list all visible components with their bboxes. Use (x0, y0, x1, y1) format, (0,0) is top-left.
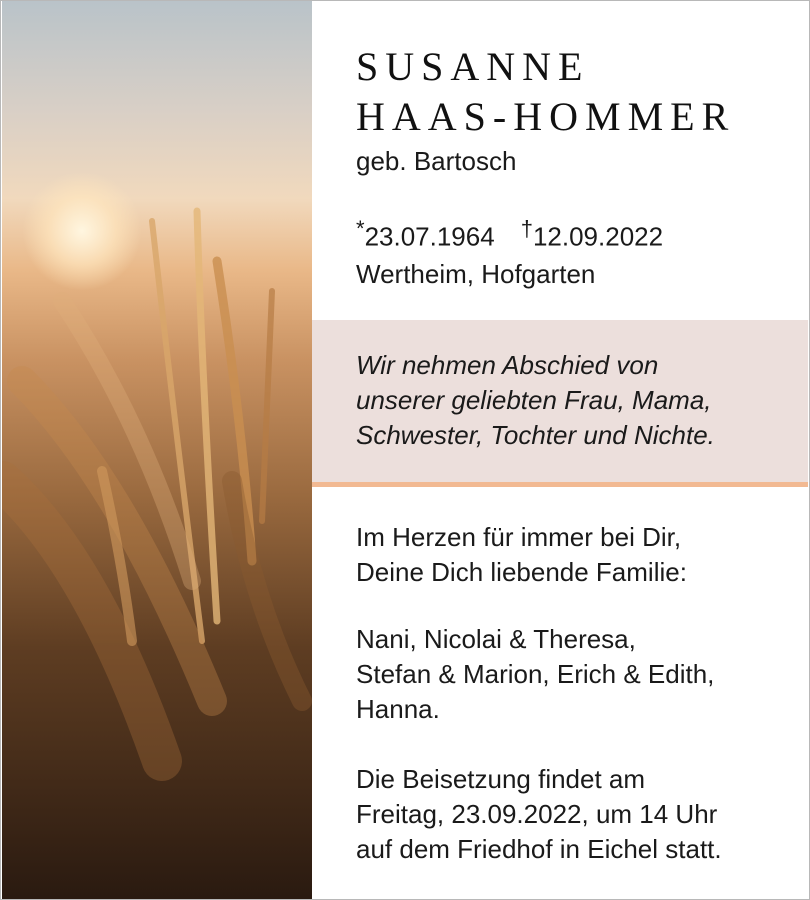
funeral-line: Freitag, 23.09.2022, um 14 Uhr (356, 799, 718, 829)
accent-divider (312, 482, 808, 487)
place: Wertheim, Hofgarten (356, 259, 596, 289)
family-line: Hanna. (356, 694, 440, 724)
closing-line: Im Herzen für immer bei Dir, (356, 522, 682, 552)
life-dates (356, 211, 663, 255)
name-last: HAAS-HOMMER (356, 94, 736, 139)
death-date: 12.09.2022 (532, 221, 664, 252)
family-line: Nani, Nicolai & Theresa, (356, 624, 636, 654)
deceased-name (356, 42, 735, 142)
farewell-line: unserer geliebten Frau, Mama, (356, 385, 712, 415)
closing-line: Deine Dich liebende Familie: (356, 557, 687, 587)
grass-illustration (2, 1, 312, 899)
closing-text (356, 520, 687, 590)
name-first: SUSANNE (356, 44, 590, 89)
funeral-info (356, 762, 722, 867)
birth-star-icon: * (356, 216, 365, 241)
funeral-line: Die Beisetzung findet am (356, 764, 646, 794)
funeral-line: auf dem Friedhof in Eichel statt. (356, 834, 722, 864)
farewell-text (356, 348, 715, 453)
family-line: Stefan & Marion, Erich & Edith, (356, 659, 715, 689)
birth-date: 23.07.1964 (364, 221, 495, 252)
farewell-line: Wir nehmen Abschied von (356, 350, 659, 380)
family-names (356, 622, 714, 727)
grass-sunset-photo (2, 1, 312, 899)
birth-name: geb. Bartosch (356, 146, 517, 176)
death-cross-icon: † (520, 216, 533, 241)
farewell-line: Schwester, Tochter und Nichte. (356, 420, 715, 450)
